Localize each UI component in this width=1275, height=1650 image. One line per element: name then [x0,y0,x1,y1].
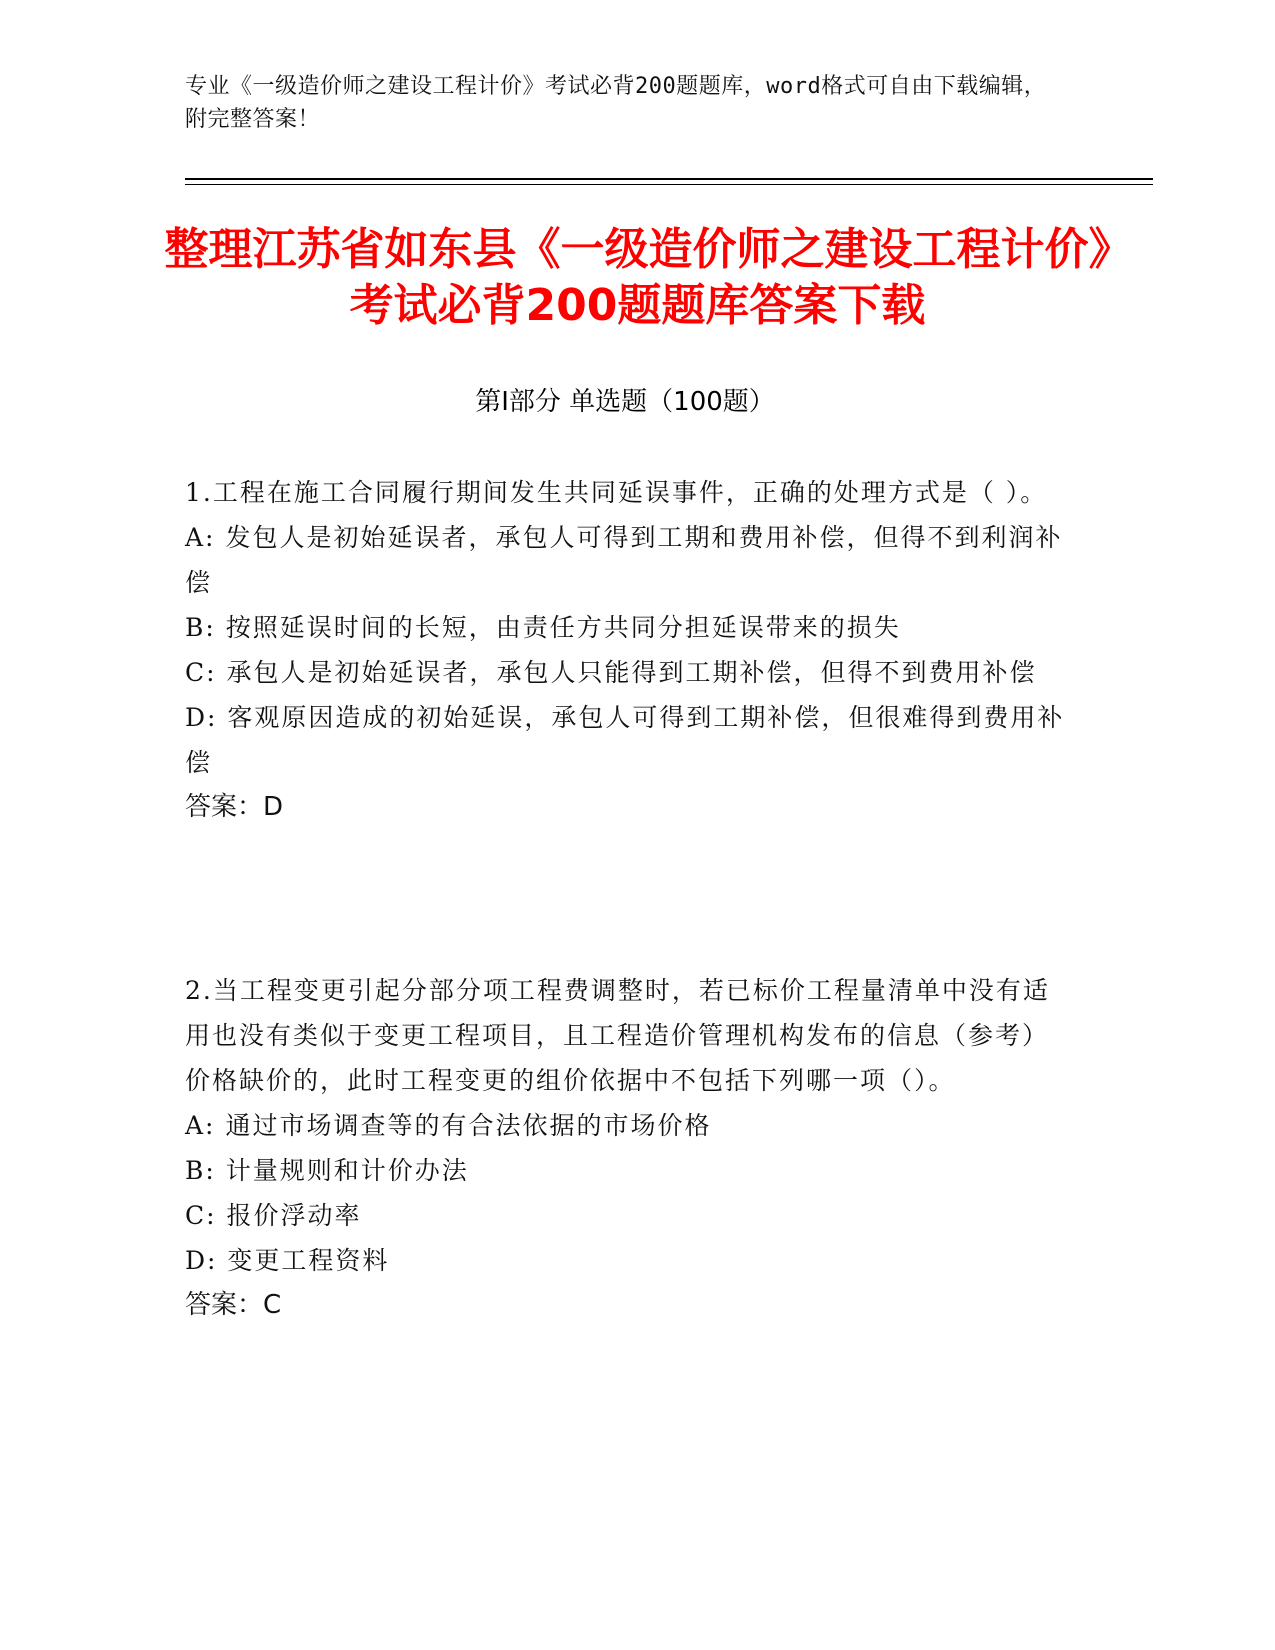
option-d [185,695,1065,785]
option-label: A: [185,1111,216,1140]
option-text: 客观原因造成的初始延误，承包人可得到工期补偿，但很难得到费用补偿 [185,703,1065,777]
option-a [185,515,1065,605]
option-b [185,605,1065,650]
option-b [185,1148,1065,1193]
header-divider-thick [185,178,1153,180]
question-block [185,968,1065,1328]
answer-line: 答案：D [185,792,284,822]
document-title: 整理江苏省如东县《一级造价师之建设工程计价》考试必背200题题库答案下载 [164,224,1111,331]
option-label: C: [185,658,217,687]
option-text: 按照延误时间的长短，由责任方共同分担延误带来的损失 [225,613,901,642]
option-c [185,650,1065,695]
header-divider-thin [185,184,1153,185]
option-label: D: [185,1246,218,1275]
option-label: D: [185,703,218,732]
option-text: 计量规则和计价办法 [225,1156,469,1185]
option-a [185,1103,1065,1148]
option-c [185,1193,1065,1238]
option-label: B: [185,613,216,642]
answer-line: 答案：C [185,1290,282,1320]
option-text: 通过市场调查等的有合法依据的市场价格 [225,1111,712,1140]
option-label: A: [185,523,216,552]
question-block [185,470,1065,830]
option-text: 发包人是初始延误者，承包人可得到工期和费用补偿，但得不到利润补偿 [185,523,1063,597]
option-text: 承包人是初始延误者，承包人只能得到工期补偿，但得不到费用补偿 [226,658,1037,687]
option-text: 变更工程资料 [227,1246,390,1275]
option-label: B: [185,1156,216,1185]
option-d [185,1238,1065,1283]
option-label: C: [185,1201,217,1230]
header-note: 专业《一级造价师之建设工程计价》考试必背200题题库，word格式可自由下载编辑，附完整答案！ [185,74,1047,132]
section-heading: 第Ⅰ部分 单选题（100题） [475,387,775,417]
question-stem: 2.当工程变更引起分部分项工程费调整时，若已标价工程量清单中没有适用也没有类似于变更工程项目，且工程造价管理机构发布的信息（参考）价格缺价的，此时工程变更的组价依据中不包括下列哪一项（）。 [185,976,1050,1095]
question-stem: 1.工程在施工合同履行期间发生共同延误事件，正确的处理方式是（ ）。 [185,478,1048,507]
option-text: 报价浮动率 [226,1201,362,1230]
